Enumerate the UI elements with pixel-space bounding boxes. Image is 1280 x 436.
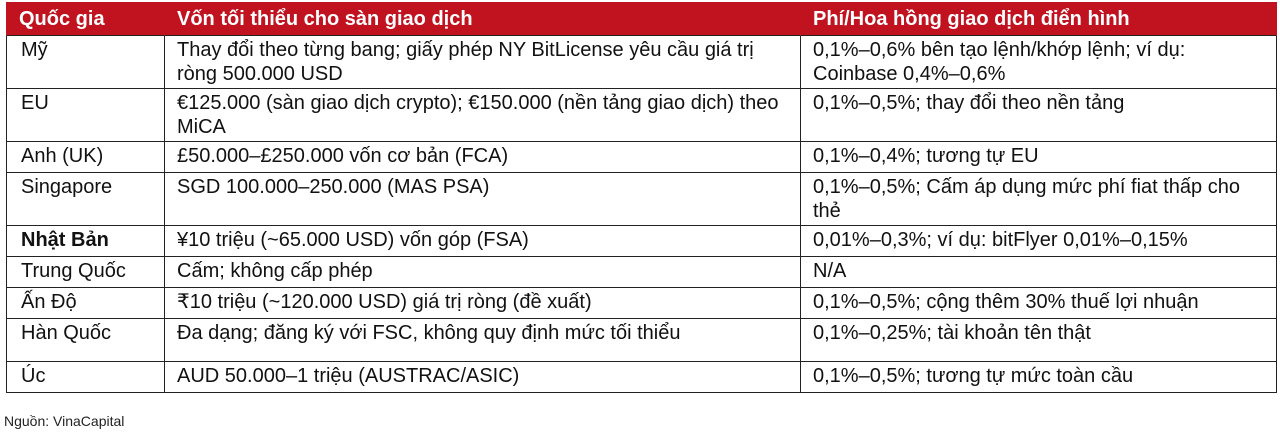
cell-country: Hàn Quốc	[7, 319, 165, 362]
cell-fee: N/A	[801, 257, 1277, 288]
cell-fee: 0,1%–0,4%; tương tự EU	[801, 142, 1277, 173]
cell-country: Ấn Độ	[7, 288, 165, 319]
cell-capital: AUD 50.000–1 triệu (AUSTRAC/ASIC)	[165, 362, 801, 393]
cell-fee: 0,1%–0,5%; tương tự mức toàn cầu	[801, 362, 1277, 393]
header-country: Quốc gia	[7, 2, 165, 36]
exchange-requirements-table	[6, 2, 1277, 393]
cell-fee: 0,1%–0,5%; Cấm áp dụng mức phí fiat thấp cho thẻ	[801, 173, 1277, 226]
cell-capital: Thay đổi theo từng bang; giấy phép NY BitLicense yêu cầu giá trị ròng 500.000 USD	[165, 36, 801, 89]
cell-capital: ₹10 triệu (~120.000 USD) giá trị ròng (đề xuất)	[165, 288, 801, 319]
cell-fee: 0,1%–0,25%; tài khoản tên thật	[801, 319, 1277, 362]
table-row	[7, 319, 1277, 362]
cell-country: Singapore	[7, 173, 165, 226]
header-min-capital: Vốn tối thiểu cho sàn giao dịch	[165, 2, 801, 36]
cell-fee: 0,1%–0,5%; thay đổi theo nền tảng	[801, 89, 1277, 142]
cell-capital: Đa dạng; đăng ký với FSC, không quy định mức tối thiểu	[165, 319, 801, 362]
cell-country: Anh (UK)	[7, 142, 165, 173]
header-fee: Phí/Hoa hồng giao dịch điển hình	[801, 2, 1277, 36]
cell-country: Úc	[7, 362, 165, 393]
table-row	[7, 257, 1277, 288]
fee-table-container	[6, 2, 1276, 393]
table-row	[7, 226, 1277, 257]
cell-capital: ¥10 triệu (~65.000 USD) vốn góp (FSA)	[165, 226, 801, 257]
cell-capital: €125.000 (sàn giao dịch crypto); €150.000 (nền tảng giao dịch) theo MiCA	[165, 89, 801, 142]
cell-capital: SGD 100.000–250.000 (MAS PSA)	[165, 173, 801, 226]
source-note: Nguồn: VinaCapital	[4, 413, 125, 429]
table-row	[7, 173, 1277, 226]
cell-country: Mỹ	[7, 36, 165, 89]
cell-country: Nhật Bản	[7, 226, 165, 257]
cell-capital: Cấm; không cấp phép	[165, 257, 801, 288]
table-row	[7, 288, 1277, 319]
cell-fee: 0,1%–0,6% bên tạo lệnh/khớp lệnh; ví dụ: Coinbase 0,4%–0,6%	[801, 36, 1277, 89]
cell-fee: 0,1%–0,5%; cộng thêm 30% thuế lợi nhuận	[801, 288, 1277, 319]
cell-country: EU	[7, 89, 165, 142]
cell-fee: 0,01%–0,3%; ví dụ: bitFlyer 0,01%–0,15%	[801, 226, 1277, 257]
table-row	[7, 89, 1277, 142]
table-header-row	[7, 2, 1277, 36]
cell-capital: £50.000–£250.000 vốn cơ bản (FCA)	[165, 142, 801, 173]
table-row	[7, 362, 1277, 393]
cell-country: Trung Quốc	[7, 257, 165, 288]
table-row	[7, 142, 1277, 173]
table-row	[7, 36, 1277, 89]
